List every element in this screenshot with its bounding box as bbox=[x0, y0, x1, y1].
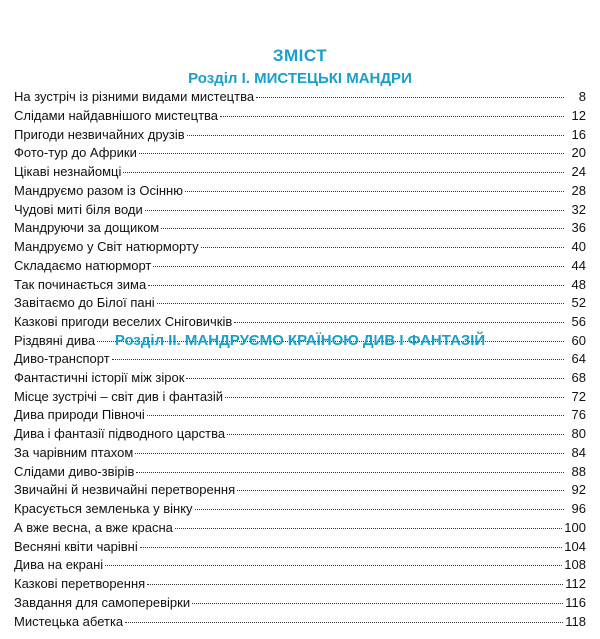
toc-entry bbox=[14, 425, 586, 444]
toc-leader-dots bbox=[148, 284, 564, 286]
toc-entry bbox=[14, 481, 586, 500]
toc-entry bbox=[14, 88, 586, 107]
toc-entry bbox=[14, 388, 586, 407]
toc-entry bbox=[14, 313, 586, 332]
toc-entry-page: 72 bbox=[571, 388, 586, 404]
section-2-list bbox=[14, 350, 586, 631]
toc-leader-dots bbox=[234, 321, 564, 323]
toc-leader-dots bbox=[237, 489, 564, 491]
toc-entry-page: 118 bbox=[565, 613, 586, 629]
toc-entry-page: 40 bbox=[571, 239, 586, 254]
toc-entry-title: Звичайні й незвичайні перетворення bbox=[14, 482, 236, 498]
toc-leader-dots bbox=[153, 265, 564, 267]
toc-entry-page: 76 bbox=[571, 407, 586, 423]
toc-entry bbox=[14, 238, 586, 257]
toc-entry-page: 64 bbox=[571, 351, 586, 366]
toc-entry-page: 108 bbox=[564, 557, 586, 573]
toc-entry-title: Казкові перетворення bbox=[14, 576, 146, 591]
toc-entry-page: 116 bbox=[565, 594, 586, 610]
toc-leader-dots bbox=[135, 452, 564, 454]
toc-entry bbox=[14, 556, 586, 575]
toc-entry-page: 100 bbox=[564, 519, 586, 535]
toc-entry bbox=[14, 201, 586, 220]
page-title: ЗМІСТ bbox=[272, 46, 328, 65]
toc-entry bbox=[14, 369, 586, 388]
toc-entry-page: 8 bbox=[578, 89, 586, 104]
section-2-heading: Розділ ІІ. МАНДРУЄМО КРАЇНОЮ ДИВ І ФАНТАЗІЙ bbox=[114, 332, 486, 349]
toc-entry-page: 52 bbox=[571, 295, 586, 311]
toc-leader-dots bbox=[140, 546, 563, 548]
toc-entry-page: 60 bbox=[571, 332, 586, 348]
toc-leader-dots bbox=[185, 190, 564, 192]
toc-entry-title: Мистецька абетка bbox=[14, 613, 124, 629]
toc-leader-dots bbox=[136, 471, 564, 473]
toc-entry-title: Пригоди незвичайних друзів bbox=[14, 126, 185, 142]
toc-entry-page: 92 bbox=[571, 482, 586, 498]
toc-entry bbox=[14, 594, 586, 613]
toc-entry-page: 28 bbox=[571, 182, 586, 198]
toc-leader-dots bbox=[192, 602, 563, 604]
toc-entry bbox=[14, 463, 586, 482]
toc-entry-page: 80 bbox=[571, 426, 586, 441]
toc-entry bbox=[14, 276, 586, 295]
toc-entry-page: 16 bbox=[571, 126, 586, 142]
toc-entry-page: 84 bbox=[571, 444, 586, 460]
toc-entry-page: 36 bbox=[571, 220, 586, 236]
toc-entry-title: Весняні квіти чарівні bbox=[14, 538, 138, 554]
toc-entry-title: Місце зустрічі – світ див і фантазій bbox=[14, 388, 224, 404]
toc-entry-title: Слідами найдавнішого мистецтва bbox=[14, 107, 219, 123]
toc-leader-dots bbox=[195, 508, 564, 510]
toc-entry bbox=[14, 444, 586, 463]
toc-entry-title: Мандруючи за дощиком bbox=[14, 220, 160, 236]
toc-entry-title: Завдання для самоперевірки bbox=[14, 594, 191, 610]
toc-entry bbox=[14, 182, 586, 201]
toc-entry bbox=[14, 126, 586, 145]
toc-entry bbox=[14, 107, 586, 126]
toc-entry-title: Казкові пригоди веселих Сніговичків bbox=[14, 314, 233, 329]
toc-entry bbox=[14, 294, 586, 313]
toc-leader-dots bbox=[225, 396, 564, 398]
toc-entry-title: Чудові миті біля води bbox=[14, 201, 143, 217]
toc-entry-title: За чарівним птахом bbox=[14, 444, 134, 460]
section-1-list bbox=[14, 88, 586, 351]
toc-leader-dots bbox=[125, 621, 563, 623]
toc-entry-page: 12 bbox=[571, 107, 586, 123]
toc-entry-title: А вже весна, а вже красна bbox=[14, 519, 173, 535]
toc-leader-dots bbox=[187, 134, 564, 136]
toc-entry bbox=[14, 613, 586, 632]
toc-entry bbox=[14, 575, 586, 594]
toc-entry-title: Дива на екрані bbox=[14, 557, 104, 573]
toc-entry-title: Мандруємо у Світ натюрморту bbox=[14, 239, 199, 254]
toc-entry bbox=[14, 519, 586, 538]
toc-leader-dots bbox=[256, 96, 564, 98]
toc-entry-page: 24 bbox=[571, 164, 586, 179]
toc-leader-dots bbox=[147, 414, 564, 416]
toc-entry bbox=[14, 350, 586, 369]
toc-leader-dots bbox=[201, 246, 564, 248]
toc-entry-title: Мандруємо разом із Осінню bbox=[14, 182, 183, 198]
toc-leader-dots bbox=[112, 358, 564, 360]
toc-entry-title: Дива і фантазії підводного царства bbox=[14, 426, 226, 441]
toc-entry-page: 44 bbox=[571, 257, 586, 273]
toc-entry-title: Різдвяні дива bbox=[14, 332, 96, 348]
toc-entry-title: Слідами диво-звірів bbox=[14, 463, 135, 479]
toc-entry bbox=[14, 257, 586, 276]
toc-leader-dots bbox=[175, 527, 562, 529]
toc-leader-dots bbox=[220, 115, 564, 117]
toc-entry-title: Завітаємо до Білої пані bbox=[14, 295, 155, 311]
toc-entry-page: 112 bbox=[565, 576, 586, 591]
toc-entry-page: 32 bbox=[571, 201, 586, 217]
toc-leader-dots bbox=[105, 564, 562, 566]
toc-entry-page: 48 bbox=[571, 276, 586, 292]
toc-entry-page: 104 bbox=[564, 538, 586, 554]
toc-entry-title: Фото-тур до Африки bbox=[14, 145, 137, 161]
toc-entry-page: 56 bbox=[571, 314, 586, 329]
toc-leader-dots bbox=[145, 209, 564, 211]
toc-entry bbox=[14, 144, 586, 163]
toc-leader-dots bbox=[123, 171, 564, 173]
toc-entry-page: 68 bbox=[571, 369, 586, 385]
toc-leader-dots bbox=[157, 302, 564, 304]
toc-entry-title: На зустріч із різними видами мистецтва bbox=[14, 89, 255, 104]
toc-entry-page: 20 bbox=[571, 145, 586, 161]
toc-entry-title: Цікаві незнайомці bbox=[14, 164, 122, 179]
toc-leader-dots bbox=[161, 227, 564, 229]
toc-entry-title: Фантастичні історії між зірок bbox=[14, 369, 185, 385]
toc-entry bbox=[14, 500, 586, 519]
toc-entry-title: Диво-транспорт bbox=[14, 351, 110, 366]
toc-entry-page: 96 bbox=[571, 501, 586, 516]
toc-entry bbox=[14, 219, 586, 238]
section-1-heading: Розділ І. МИСТЕЦЬКІ МАНДРИ bbox=[188, 70, 412, 87]
toc-entry bbox=[14, 163, 586, 182]
toc-leader-dots bbox=[147, 583, 563, 585]
toc-entry-title: Дива природи Півночі bbox=[14, 407, 145, 423]
toc-entry bbox=[14, 538, 586, 557]
toc-entry-title: Складаємо натюрморт bbox=[14, 257, 152, 273]
toc-entry-title: Так починається зима bbox=[14, 276, 147, 292]
toc-entry bbox=[14, 406, 586, 425]
toc-leader-dots bbox=[139, 152, 564, 154]
toc-entry-title: Красується земленька у вінку bbox=[14, 501, 193, 516]
toc-leader-dots bbox=[186, 377, 564, 379]
toc-entry-page: 88 bbox=[571, 463, 586, 479]
toc-leader-dots bbox=[227, 433, 564, 435]
